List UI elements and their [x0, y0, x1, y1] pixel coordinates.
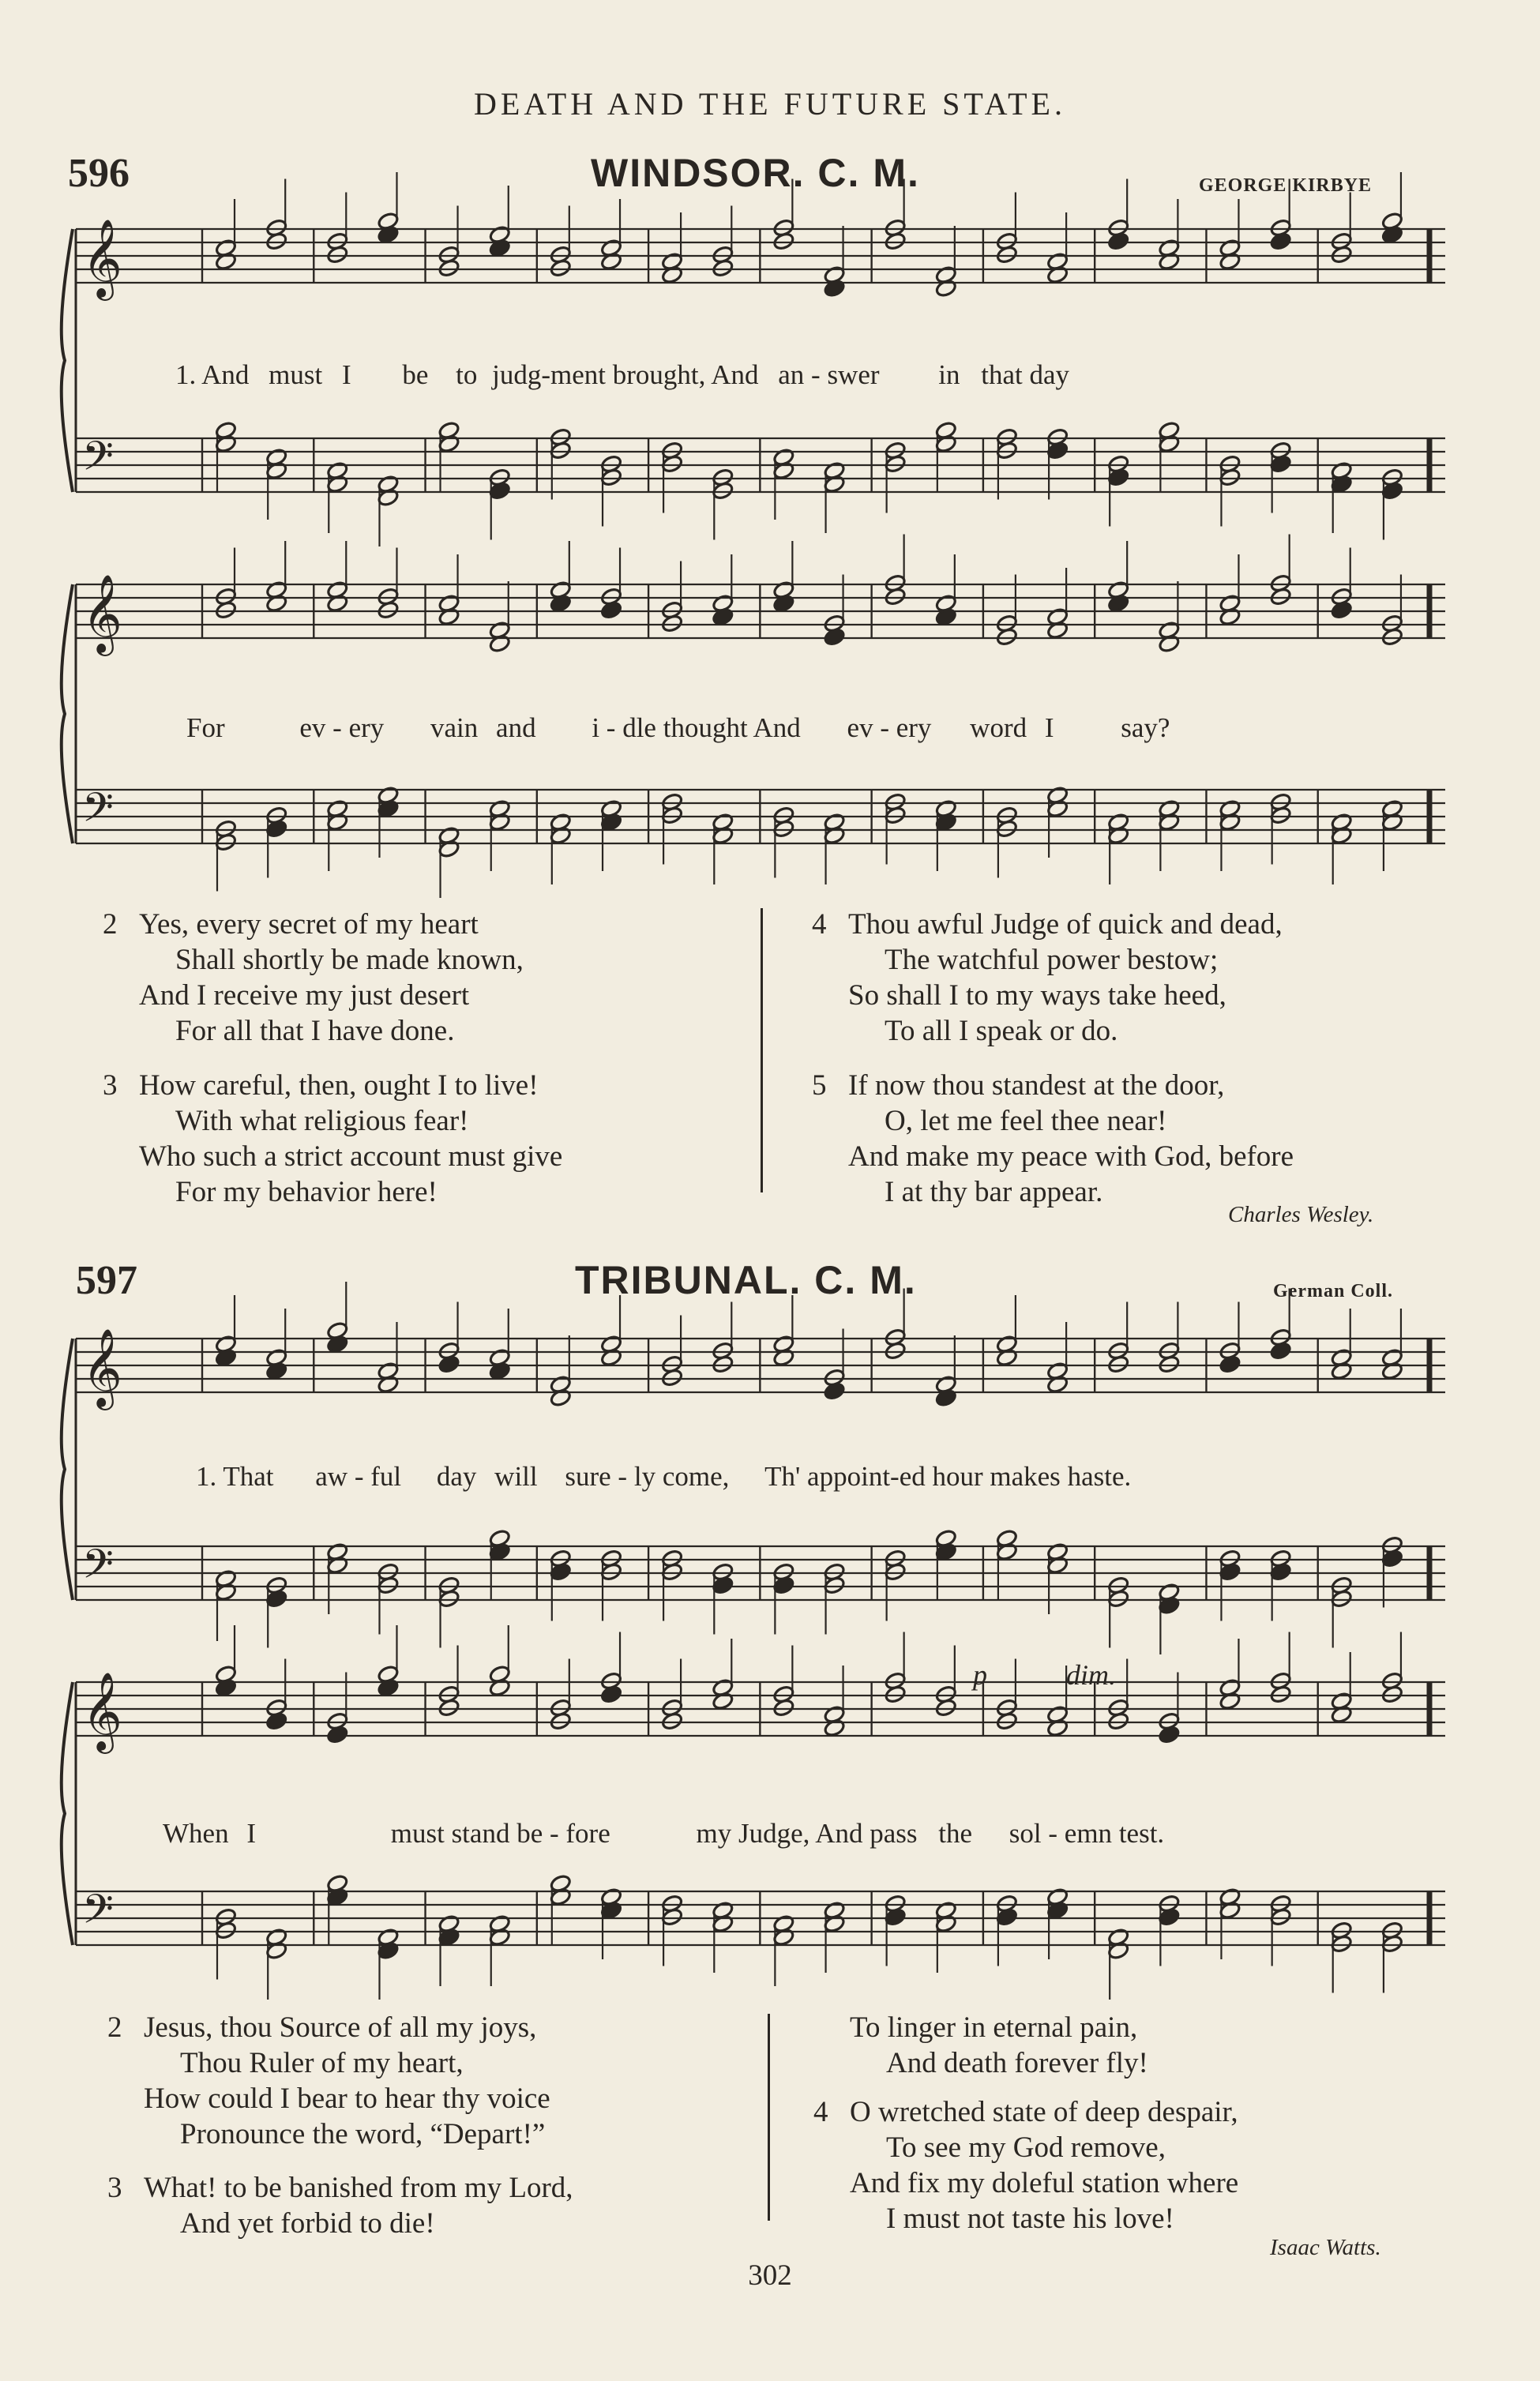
system-brace [62, 1682, 73, 1945]
tune-title: TRIBUNAL. C. M. [575, 1258, 917, 1302]
lyric-line: When I must stand be - fore my Judge, And pass the sol - emn test. [163, 1818, 1165, 1849]
dynamic-diminuendo: dim. [1066, 1659, 1116, 1691]
verse-3: 3 What! to be banished from my Lord, And yet forbid to die! [107, 2172, 573, 2240]
verse-5: 5 If now thou standest at the door, O, let me feel thee near! And make my peace with God, before I at thy bar appear. [812, 1069, 1294, 1208]
bass-clef: 𝄢 [82, 435, 114, 489]
hymn-number: 596 [68, 151, 130, 196]
treble-clef: 𝄞 [82, 576, 122, 652]
treble-clef: 𝄞 [82, 1330, 122, 1406]
verse-4: 4 Thou awful Judge of quick and dead, The watchful power bestow; So shall I to my ways take heed, To all I speak or do. [812, 908, 1283, 1047]
lyric-line: 1. That aw - ful day will sure - ly come, Th' appoint-ed hour makes haste. [196, 1461, 1132, 1492]
section-title: DEATH AND THE FUTURE STATE. [474, 86, 1066, 122]
author-attribution: Isaac Watts. [1270, 2235, 1381, 2260]
lyric-line: For ev - ery vain and i - dle thought And ev - ery word I say? [186, 712, 1170, 743]
lyric-line: 1. And must I be to judg-ment brought, And an - swer in that day [175, 359, 1070, 390]
verse-4: 4 O wretched state of deep despair, To see my God remove, And fix my doleful station where I must not taste his love! [813, 2096, 1239, 2235]
verse-3: 3 How careful, then, ought I to live! With what religious fear! Who such a strict account must give For my behavior here! [103, 1069, 563, 1208]
column-divider [768, 2014, 770, 2221]
treble-clef: 𝄞 [82, 220, 122, 296]
bass-clef: 𝄢 [82, 1543, 114, 1597]
composer: GEORGE KIRBYE [1199, 175, 1373, 196]
verse-2: 2 Jesus, thou Source of all my joys, Thou Ruler of my heart, How could I bear to hear thy voice Pronounce the word, “Depart!” [107, 2011, 550, 2150]
verse-2: 2 Yes, every secret of my heart Shall shortly be made known, And I receive my just desert For all that I have done. [103, 908, 524, 1047]
bass-clef: 𝄢 [82, 1888, 114, 1942]
tune-title: WINDSOR. C. M. [591, 151, 920, 195]
hymn-number: 597 [76, 1258, 137, 1303]
bass-clef: 𝄢 [82, 787, 114, 840]
page-number: 302 [748, 2259, 792, 2292]
dynamic-piano: p [973, 1659, 987, 1691]
author-attribution: Charles Wesley. [1228, 1202, 1374, 1227]
treble-clef: 𝄞 [82, 1673, 122, 1749]
verse-3-continued: To linger in eternal pain, And death forever fly! [850, 2011, 1148, 2079]
composer: German Coll. [1273, 1281, 1393, 1301]
